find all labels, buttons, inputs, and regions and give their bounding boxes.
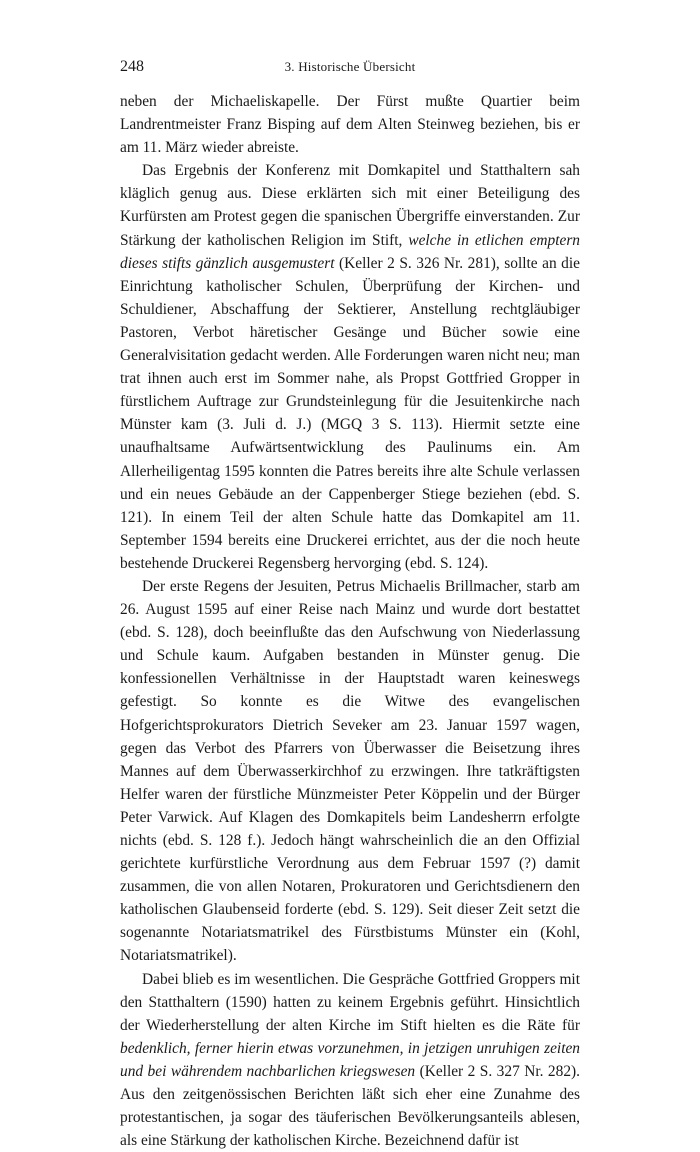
page-header xyxy=(120,58,580,78)
text-segment: (Keller 2 S. 326 Nr. 281), sollte an die Einrichtung katholischer Schulen, Überprüfung der Kirchen- und Schuldiener, Abschaffung der Sektierer, Anstellung rechtgläubiger Pastoren, Verbot häretischer Gesänge und Bücher sowie eine Generalvisitation gedacht werden. Alle Forderungen waren nicht neu; man trat ihnen auch erst im Sommer nahe, als Propst Gottfried Gropper in fürstlichem Auftrage zur Grundsteinlegung für die Jesuitenkirche nach Münster kam (3. Juli d. J.) (MGQ 3 S. 113). Hiermit setzte eine unaufhaltsame Aufwärtsentwicklung des Paulinums ein. Am Allerheiligentag 1595 konnten die Patres bereits ihre alte Schule verlassen und ein neues Gebäude an der Cappenberger Stiege beziehen (ebd. S. 121). In einem Teil der alten Schule hatte das Domkapitel am 11. September 1594 bereits eine Druckerei errichtet, aus der die noch heute bestehende Druckerei Regensberg hervorging (ebd. S. 124). xyxy=(120,254,580,572)
paragraph xyxy=(120,90,580,159)
italic-quotation: bedenklich, ferner hierin etwas vorzunehmen, in jetzigen unruhigen zeiten und bei währendem nachbarlichen kriegswesen xyxy=(120,1039,580,1080)
text-segment: (Keller 2 S. 327 Nr. 282). Aus den zeitgenössischen Berichten läßt sich eher eine Zunahme des protestantischen, ja sogar des täuferischen Bevölkerungsanteils ablesen, als eine Stärkung der katholischen Kirche. Bezeichnend dafür ist xyxy=(120,1062,580,1150)
text-segment: Dabei blieb es im wesentlichen. Die Gespräche Gottfried Groppers mit den Statthaltern (1590) hatten zu keinem Ergebnis geführt. Hinsichtlich der Wiederherstellung der alten Kirche im Stift hielten es die Räte für xyxy=(120,970,580,1034)
paragraph xyxy=(120,159,580,575)
text-segment: neben der Michaeliskapelle. Der Fürst mußte Quartier beim Landrentmeister Franz Bisping auf dem Alten Steinweg beziehen, bis er am 11. März wieder abreiste. xyxy=(120,93,580,157)
paragraph xyxy=(120,968,580,1152)
running-title: 3. Historische Übersicht xyxy=(284,59,416,74)
italic-quotation: welche in etlichen emptern dieses stifts gänzlich ausgemustert xyxy=(120,231,580,272)
paragraph xyxy=(120,575,580,968)
text-segment: Der erste Regens der Jesuiten, Petrus Michaelis Brillmacher, starb am 26. August 1595 auf einer Reise nach Mainz und wurde dort bestattet (ebd. S. 128), doch beeinflußte das den Aufschwung von Niederlassung und Schule kaum. Aufgaben bestanden in Münster genug. Die konfessionellen Verhältnisse in der Hauptstadt waren keineswegs gefestigt. So konnte es die Witwe des evangelischen Hofgerichtsprokurators Dietrich Seveker am 23. Januar 1597 wagen, gegen das Verbot des Pfarrers von Überwasser die Beisetzung ihres Mannes auf dem Überwasserkirchhof zu erzwingen. Ihre tatkräftigsten Helfer waren der fürstliche Münzmeister Peter Köppelin und der Bürger Peter Varwick. Auf Klagen des Domkapitels beim Landesherrn erfolgte nichts (ebd. S. 128 f.). Jedoch hängt wahrscheinlich die an den Offizial gerichtete kurfürstliche Verordnung aus dem Februar 1597 (?) damit zusammen, die von allen Notaren, Prokuratoren und Gerichtsdienern den katholischen Glaubenseid forderte (ebd. S. 129). Seit dieser Zeit setzt die sogenannte Notariatsmatrikel des Fürstbistums Münster ein (Kohl, Notariatsmatrikel). xyxy=(120,577,580,965)
page-number: 248 xyxy=(120,58,144,75)
text-segment: Das Ergebnis der Konferenz mit Domkapitel und Statthaltern sah kläglich genug aus. Diese erklärten sich mit einer Beteiligung des Kurfürsten am Protest gegen die spanischen Übergriffe einverstanden. Zur Stärkung der katholischen Religion im Stift, xyxy=(120,162,580,249)
body-text xyxy=(120,90,580,1152)
